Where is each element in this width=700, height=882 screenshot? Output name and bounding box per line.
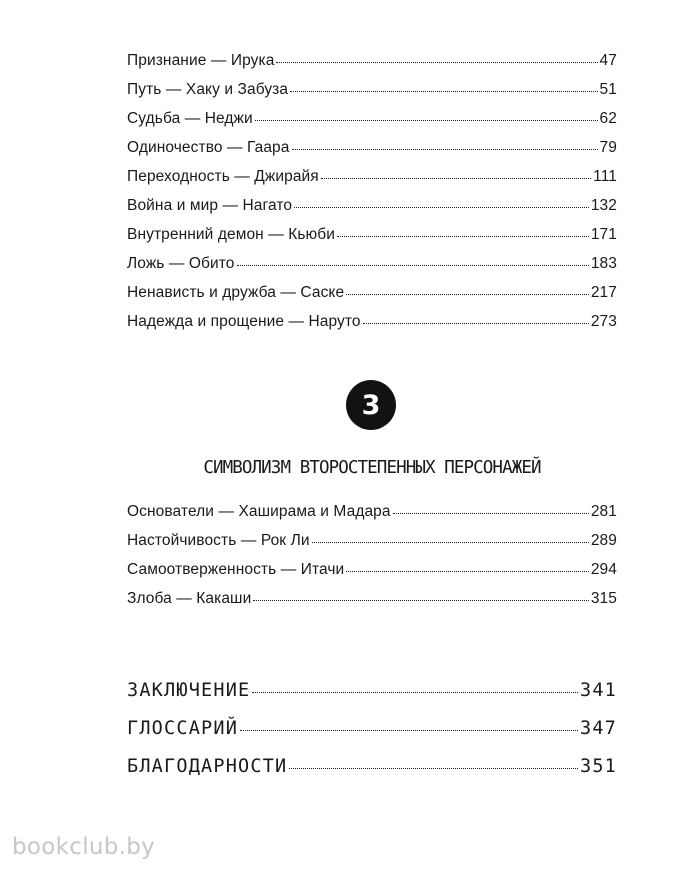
- toc-entry: [127, 197, 617, 226]
- toc-entry-title: Переходность — Джирайя: [127, 168, 319, 185]
- toc-entry: [127, 110, 617, 139]
- toc-entry: [127, 590, 617, 619]
- toc-entry-major: [127, 718, 617, 756]
- toc-section-3: [127, 503, 617, 619]
- toc-entry-page: 132: [590, 197, 617, 214]
- toc-entry-page: 351: [579, 756, 617, 777]
- dot-leader: [294, 207, 589, 208]
- toc-entry-page: 281: [590, 503, 617, 520]
- toc-entry-page: 51: [599, 81, 617, 98]
- section-title: СИМВОЛИЗМ ВТОРОСТЕПЕННЫХ ПЕРСОНАЖЕЙ: [203, 458, 541, 478]
- toc-entry: [127, 81, 617, 110]
- toc-entry-page: 217: [590, 284, 617, 301]
- toc-entry-title: Путь — Хаку и Забуза: [127, 81, 289, 98]
- toc-entry-major: [127, 756, 617, 794]
- toc-entry-major: [127, 680, 617, 718]
- dot-leader: [321, 178, 591, 179]
- toc-entry: [127, 284, 617, 313]
- toc-entry-page: 347: [579, 718, 617, 739]
- toc-entry-title: Самоотверженность — Итачи: [127, 561, 345, 578]
- toc-entry-page: 289: [590, 532, 617, 549]
- dot-leader: [255, 120, 598, 121]
- toc-entry-title: Настойчивость — Рок Ли: [127, 532, 310, 549]
- toc-entry: [127, 168, 617, 197]
- toc-entry-page: 111: [593, 168, 617, 185]
- toc-entry: [127, 226, 617, 255]
- toc-entry-page: 315: [590, 590, 617, 607]
- toc-entry-title: Основатели — Хаширама и Мадара: [127, 503, 391, 520]
- dot-leader: [240, 730, 578, 731]
- toc-part-2: [127, 52, 617, 342]
- toc-entry-page: 79: [599, 139, 617, 156]
- dot-leader: [276, 62, 597, 63]
- toc-entry-page: 171: [590, 226, 617, 243]
- dot-leader: [346, 294, 589, 295]
- dot-leader: [290, 91, 597, 92]
- toc-entry-title: Внутренний демон — Кьюби: [127, 226, 336, 243]
- toc-entry-page: 62: [599, 110, 617, 127]
- dot-leader: [252, 692, 578, 693]
- toc-entry: [127, 255, 617, 284]
- toc-entry-title: БЛАГОДАРНОСТИ: [127, 756, 288, 777]
- toc-entry: [127, 561, 617, 590]
- toc-entry-page: 294: [590, 561, 617, 578]
- section-number-badge: 3: [346, 380, 396, 430]
- toc-entry: [127, 532, 617, 561]
- toc-entry-page: 273: [590, 313, 617, 330]
- toc-entry: [127, 503, 617, 532]
- toc-entry-page: 47: [599, 52, 617, 69]
- dot-leader: [363, 323, 589, 324]
- toc-entry-title: Одиночество — Гаара: [127, 139, 290, 156]
- dot-leader: [253, 600, 588, 601]
- toc-entry-page: 341: [579, 680, 617, 701]
- toc-closing-sections: [127, 680, 617, 794]
- toc-entry-title: Злоба — Какаши: [127, 590, 252, 607]
- toc-entry: [127, 313, 617, 342]
- dot-leader: [312, 542, 589, 543]
- toc-entry-title: Надежда и прощение — Наруто: [127, 313, 361, 330]
- dot-leader: [337, 236, 589, 237]
- watermark: bookclub.by: [12, 834, 156, 860]
- toc-entry-title: Ненависть и дружба — Саске: [127, 284, 345, 301]
- toc-entry-title: Война и мир — Нагато: [127, 197, 293, 214]
- toc-entry-title: Признание — Ирука: [127, 52, 275, 69]
- dot-leader: [393, 513, 589, 514]
- toc-entry-title: ЗАКЛЮЧЕНИЕ: [127, 680, 251, 701]
- toc-entry-title: Ложь — Обито: [127, 255, 235, 272]
- dot-leader: [289, 768, 578, 769]
- dot-leader: [292, 149, 598, 150]
- toc-entry: [127, 139, 617, 168]
- toc-entry-title: Судьба — Неджи: [127, 110, 253, 127]
- dot-leader: [346, 571, 589, 572]
- toc-entry: [127, 52, 617, 81]
- dot-leader: [237, 265, 589, 266]
- toc-entry-page: 183: [590, 255, 617, 272]
- toc-entry-title: ГЛОССАРИЙ: [127, 718, 239, 739]
